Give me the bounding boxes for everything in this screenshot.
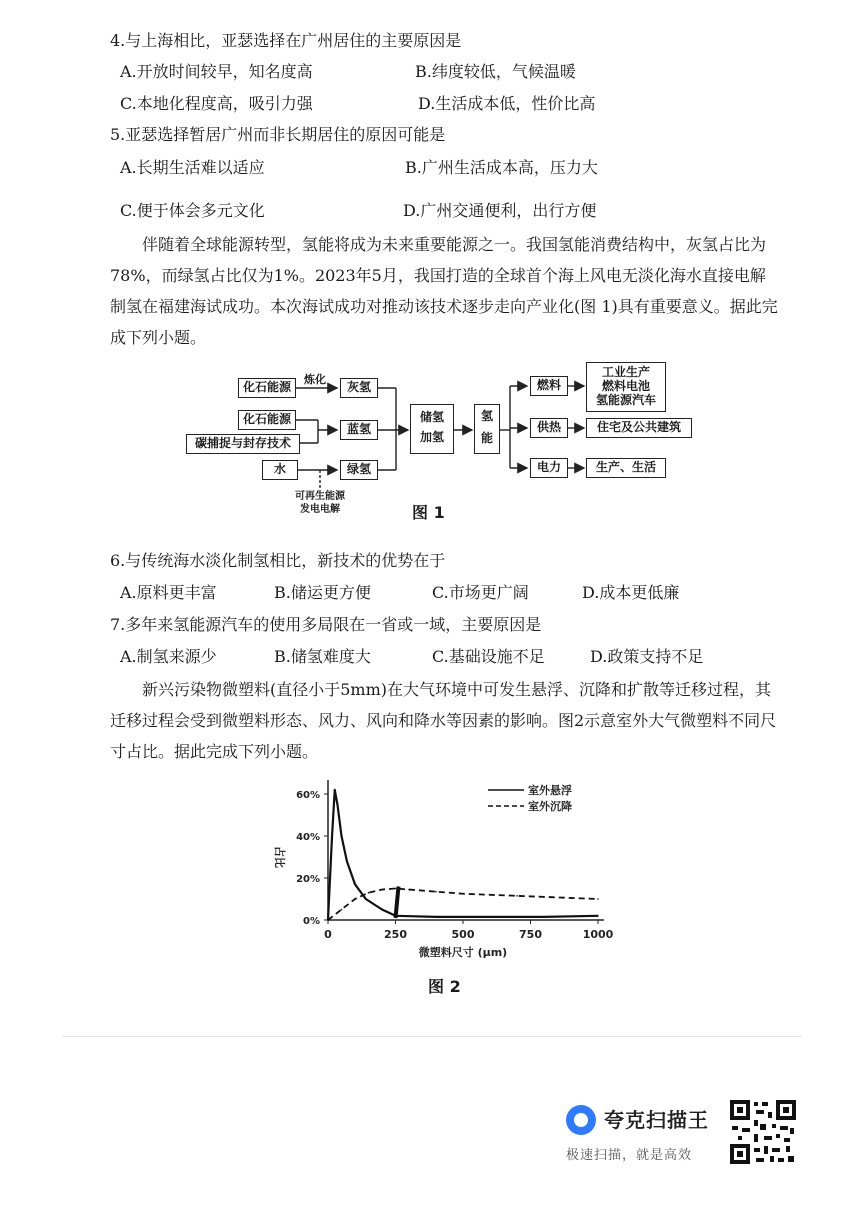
data-point: [354, 884, 356, 886]
data-point: [341, 909, 343, 911]
scanner-brand: [566, 1100, 716, 1170]
data-point: [408, 889, 410, 891]
qr-code-icon: [728, 1098, 798, 1166]
hydrogen-energy-line-2: 能: [480, 431, 493, 445]
q7-stem: 7.多年来氢能源汽车的使用多局限在一省或一域，主要原因是: [110, 615, 542, 634]
fossil-energy-box-1: 化石能源: [238, 378, 296, 398]
figure-1-caption: 图 1: [412, 503, 445, 522]
x-tick-label: 0: [324, 928, 332, 941]
q7-option-c: C.基础设施不足: [432, 647, 545, 666]
legend-label: 室外悬浮: [528, 784, 572, 797]
q5-stem: 5.亚瑟选择暂居广州而非长期居住的原因可能是: [110, 125, 446, 144]
q6-stem: 6.与传统海水淡化制氢相比，新技术的优势在于: [110, 551, 446, 570]
renewable-label-line-2: 发电电解: [300, 504, 340, 515]
data-point: [489, 894, 491, 896]
data-point: [381, 909, 383, 911]
data-point: [331, 835, 333, 837]
heating-box: 供热: [530, 418, 568, 438]
y-axis-label: 占比: [273, 846, 286, 868]
data-point: [368, 892, 370, 894]
data-point: [337, 804, 339, 806]
y-tick-label: 60%: [296, 790, 320, 801]
q5-option-c: C.便于体会多元文化: [120, 201, 265, 220]
q6-option-c: C.市场更广阔: [432, 583, 529, 602]
data-point: [334, 789, 336, 791]
q4-option-c: C.本地化程度高，吸引力强: [120, 94, 313, 113]
q4-option-b: B.纬度较低，气候温暖: [415, 62, 576, 81]
footer-divider: [62, 1036, 802, 1037]
y-tick-label: 0%: [303, 916, 320, 927]
fuel-use-2: 燃料电池: [601, 379, 650, 393]
green-hydrogen-box: 绿氢: [340, 460, 378, 480]
q6-option-a: A.原料更丰富: [120, 583, 217, 602]
q4-option-d: D.生活成本低，性价比高: [418, 94, 596, 113]
hydrogen-energy-box: [474, 404, 500, 454]
legend-label: 室外沉降: [528, 800, 572, 813]
q6-option-d: D.成本更低廉: [582, 583, 680, 602]
hydrogen-energy-line-1: 氢: [480, 409, 493, 423]
data-point: [570, 897, 572, 899]
passage-hydrogen: 伴随着全球能源转型，氢能将成为未来重要能源之一。我国氢能消费结构中，灰氢占比为78%，而绿氢占比仅为1%。2023年5月，我国打造的全球首个海上风电无淡化海水直接电解制氢在福建海试成功。本次海试成功对推动该技术逐步走向产业化(图 1)具有重要意义。据此完成下列小题。: [110, 235, 778, 347]
q4-option-a: A.开放时间较早，知名度高: [120, 62, 313, 81]
q4-stem: 4.与上海相比，亚瑟选择在广州居住的主要原因是: [110, 31, 462, 50]
passage-microplastics: 新兴污染物微塑料(直径小于5mm)在大气环境中可发生悬浮、沉降和扩散等迁移过程，其迁移过程会受到微塑料形态、风力、风向和降水等因素的影响。图2示意室外大气微塑料不同尺寸占比。据此完成下列小题。: [110, 680, 777, 761]
data-point: [516, 895, 518, 897]
blue-hydrogen-box: 蓝氢: [340, 420, 378, 440]
q5-option-b: B.广州生活成本高，压力大: [405, 158, 598, 177]
data-point: [435, 916, 437, 918]
fuel-use-1: 工业生产: [601, 365, 650, 379]
data-point: [435, 891, 437, 893]
gasification-label: 炼化: [304, 373, 326, 386]
heat-use-box: 住宅及公共建筑: [586, 418, 692, 438]
y-tick-label: 40%: [296, 832, 320, 843]
y-tick-label: 20%: [296, 874, 320, 885]
data-point: [327, 919, 329, 921]
data-point: [381, 889, 383, 891]
grey-hydrogen-box: 灰氢: [340, 378, 378, 398]
fuel-box: 燃料: [530, 376, 568, 396]
q7-option-a: A.制氢来源少: [120, 647, 217, 666]
q5-option-a: A.长期生活难以适应: [120, 158, 265, 177]
data-point: [489, 916, 491, 918]
data-point: [341, 835, 343, 837]
q5-option-d: D.广州交通便利，出行方便: [403, 201, 597, 220]
data-point: [346, 860, 348, 862]
fuel-use-3: 氢能源汽车: [595, 393, 656, 407]
power-use-box: 生产、生活: [586, 458, 666, 478]
data-point: [543, 896, 545, 898]
data-point: [543, 916, 545, 918]
renewable-electrolysis-label: [288, 490, 352, 516]
q7-option-d: D.政策支持不足: [590, 647, 704, 666]
x-axis-label: 微塑料尺寸 (μm): [418, 946, 508, 959]
marker-250: [396, 887, 399, 919]
x-tick-label: 750: [519, 928, 542, 941]
data-point: [365, 898, 367, 900]
data-point: [597, 915, 599, 917]
storage-label: 储氢: [419, 410, 444, 424]
storage-refuel-box: [410, 404, 454, 454]
x-tick-label: 250: [384, 928, 407, 941]
figure-2-chart: [0, 760, 867, 1060]
data-point: [597, 898, 599, 900]
q6-option-b: B.储运更方便: [274, 583, 371, 602]
water-box: 水: [262, 460, 298, 480]
refuel-label: 加氢: [419, 430, 444, 444]
fossil-energy-box-2: 化石能源: [238, 410, 296, 430]
renewable-label-line-1: 可再生能源: [295, 491, 345, 502]
data-point: [462, 893, 464, 895]
ccs-box: 碳捕捉与封存技术: [186, 434, 300, 454]
x-tick-label: 1000: [582, 928, 614, 941]
data-point: [354, 898, 356, 900]
power-box: 电力: [530, 458, 568, 478]
brand-name: 夸克扫描王: [604, 1108, 709, 1132]
fuel-uses-box: [586, 362, 666, 412]
brand-logo-icon: [566, 1105, 596, 1135]
q7-option-b: B.储氢难度大: [274, 647, 371, 666]
figure-2-caption: 图 2: [428, 977, 461, 996]
data-point: [395, 888, 397, 890]
x-tick-label: 500: [451, 928, 475, 941]
brand-slogan: 极速扫描，就是高效: [566, 1148, 693, 1163]
